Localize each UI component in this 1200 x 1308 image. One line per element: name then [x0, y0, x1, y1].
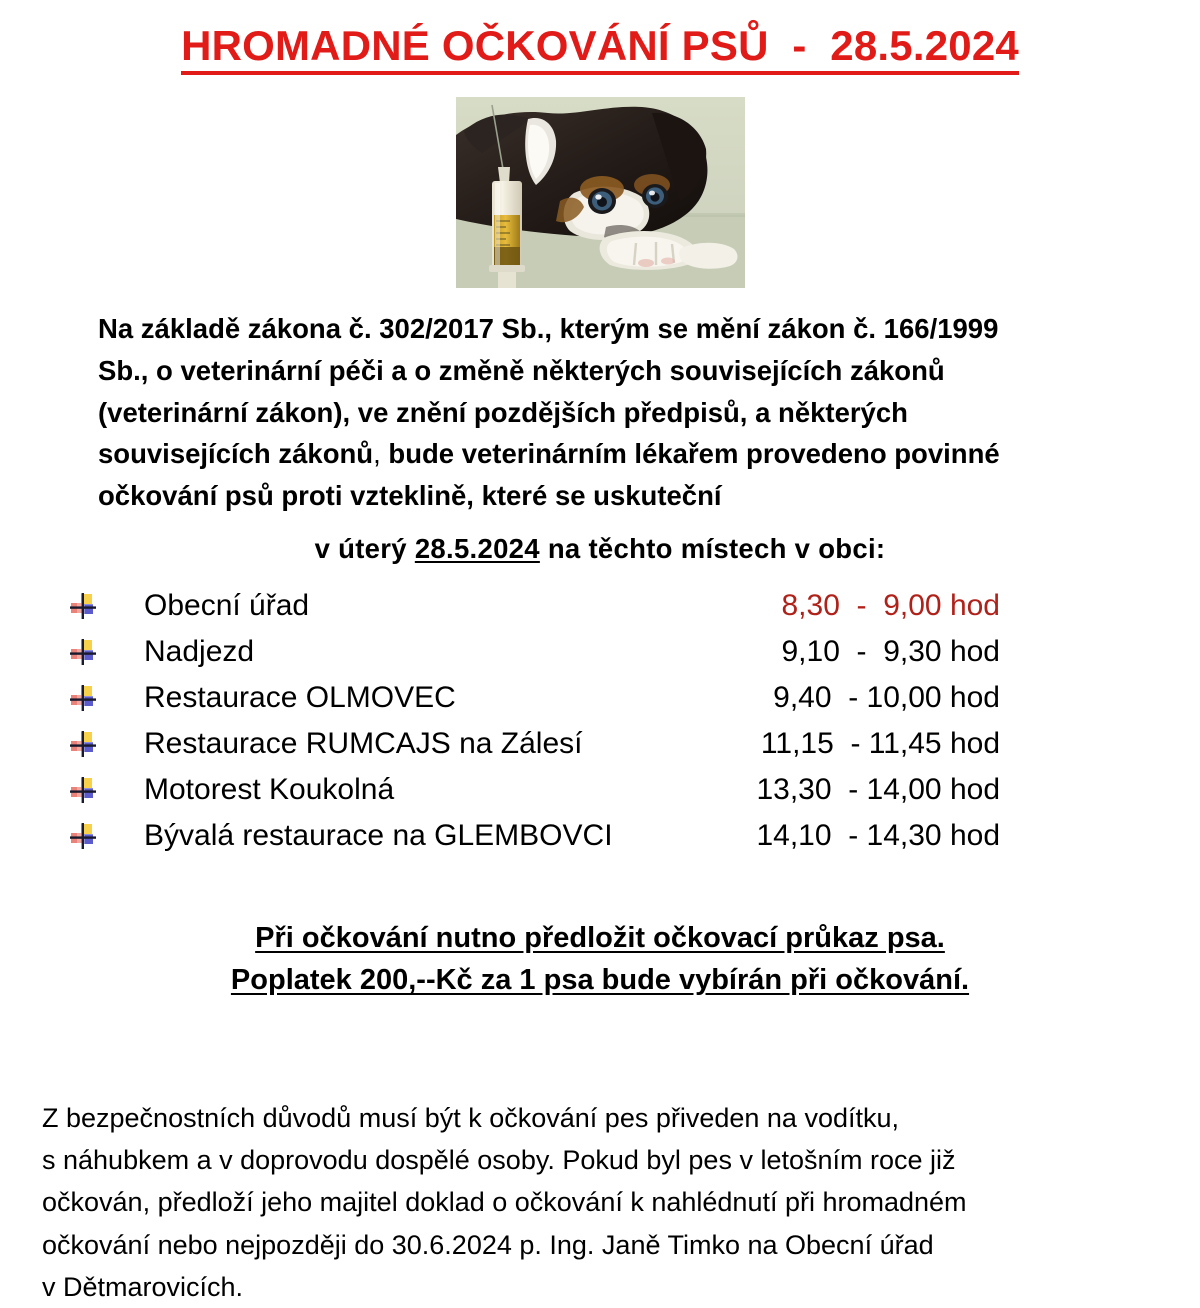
notice-block	[0, 917, 1200, 1001]
page-title: HROMADNÉ OČKOVÁNÍ PSŮ - 28.5.2024	[181, 24, 1019, 75]
location-name: Restaurace OLMOVEC	[144, 681, 456, 715]
intro-line-4-comma: ,	[373, 438, 381, 470]
location-name: Nadjezd	[144, 635, 255, 669]
location-time: 11,15 - 11,45 hod	[760, 727, 1000, 761]
intro-line-4-a: souvisejících zákonů	[98, 438, 374, 470]
location-name: Bývalá restaurace na GLEMBOVCI	[144, 819, 613, 853]
intro-line-2: Sb., o veterinární péči a o změně některých souvisejících zákonů	[98, 354, 945, 386]
footer-line-4: očkování nebo nejpozději do 30.6.2024 p. Ing. Janě Timko na Obecní úřad	[42, 1229, 934, 1260]
footer-paragraph	[42, 1097, 1158, 1308]
location-name: Restaurace RUMCAJS na Zálesí	[144, 727, 583, 761]
intro-line-3: (veterinární zákon), ve znění pozdějších předpisů, a některých	[98, 396, 908, 428]
list-item	[70, 675, 1000, 721]
location-time: 9,10 - 9,30 hod	[781, 635, 1000, 669]
list-item	[70, 629, 1000, 675]
colored-cross-bullet-icon	[70, 823, 96, 849]
location-time: 9,40 - 10,00 hod	[773, 681, 1000, 715]
colored-cross-bullet-icon	[70, 593, 96, 619]
colored-cross-bullet-icon	[70, 777, 96, 803]
footer-line-2: s náhubkem a v doprovodu dospělé osoby. Pokud byl pes v letošním roce již	[42, 1145, 956, 1176]
intro-paragraph	[98, 308, 1102, 517]
colored-cross-bullet-icon	[70, 685, 96, 711]
location-time: 14,10 - 14,30 hod	[756, 819, 1000, 853]
colored-cross-bullet-icon	[70, 639, 96, 665]
list-item	[70, 813, 1000, 859]
intro-line-4	[98, 433, 1102, 475]
photo-container	[0, 97, 1200, 288]
date-line-suffix: na těchto místech v obci:	[539, 533, 886, 565]
location-name: Obecní úřad	[144, 589, 310, 623]
date-line	[0, 533, 1200, 565]
colored-cross-bullet-icon	[70, 731, 96, 757]
location-schedule-list	[70, 583, 1000, 859]
footer-line-5: v Dětmarovicích.	[42, 1271, 244, 1302]
intro-line-5: očkování psů proti vzteklině, které se uskuteční	[98, 480, 722, 512]
notice-line-1	[0, 917, 1200, 959]
list-item	[70, 721, 1000, 767]
notice-line-2	[0, 959, 1200, 1001]
notice-line-2-text: Poplatek 200,--Kč za 1 psa bude vybírán při očkování.	[230, 964, 970, 997]
date-line-prefix: v úterý	[314, 533, 415, 565]
footer-line-3: očkován, předloží jeho majitel doklad o očkování k nahlédnutí při hromadném	[42, 1187, 967, 1218]
list-item	[70, 583, 1000, 629]
list-item	[70, 767, 1000, 813]
intro-line-4-b: bude veterinárním lékařem provedeno povinné	[380, 438, 1000, 470]
location-time: 13,30 - 14,00 hod	[756, 773, 1000, 807]
date-line-date: 28.5.2024	[414, 533, 540, 565]
title-container	[0, 0, 1200, 75]
footer-line-1: Z bezpečnostních důvodů musí být k očkování pes přiveden na vodítku,	[42, 1103, 899, 1134]
puppy-with-syringe-photo	[456, 97, 745, 288]
location-time: 8,30 - 9,00 hod	[781, 589, 1000, 623]
notice-line-1-text: Při očkování nutno předložit očkovací průkaz psa.	[255, 922, 945, 955]
location-name: Motorest Koukolná	[144, 773, 395, 807]
intro-line-1: Na základě zákona č. 302/2017 Sb., kterým se mění zákon č. 166/1999	[98, 313, 999, 345]
